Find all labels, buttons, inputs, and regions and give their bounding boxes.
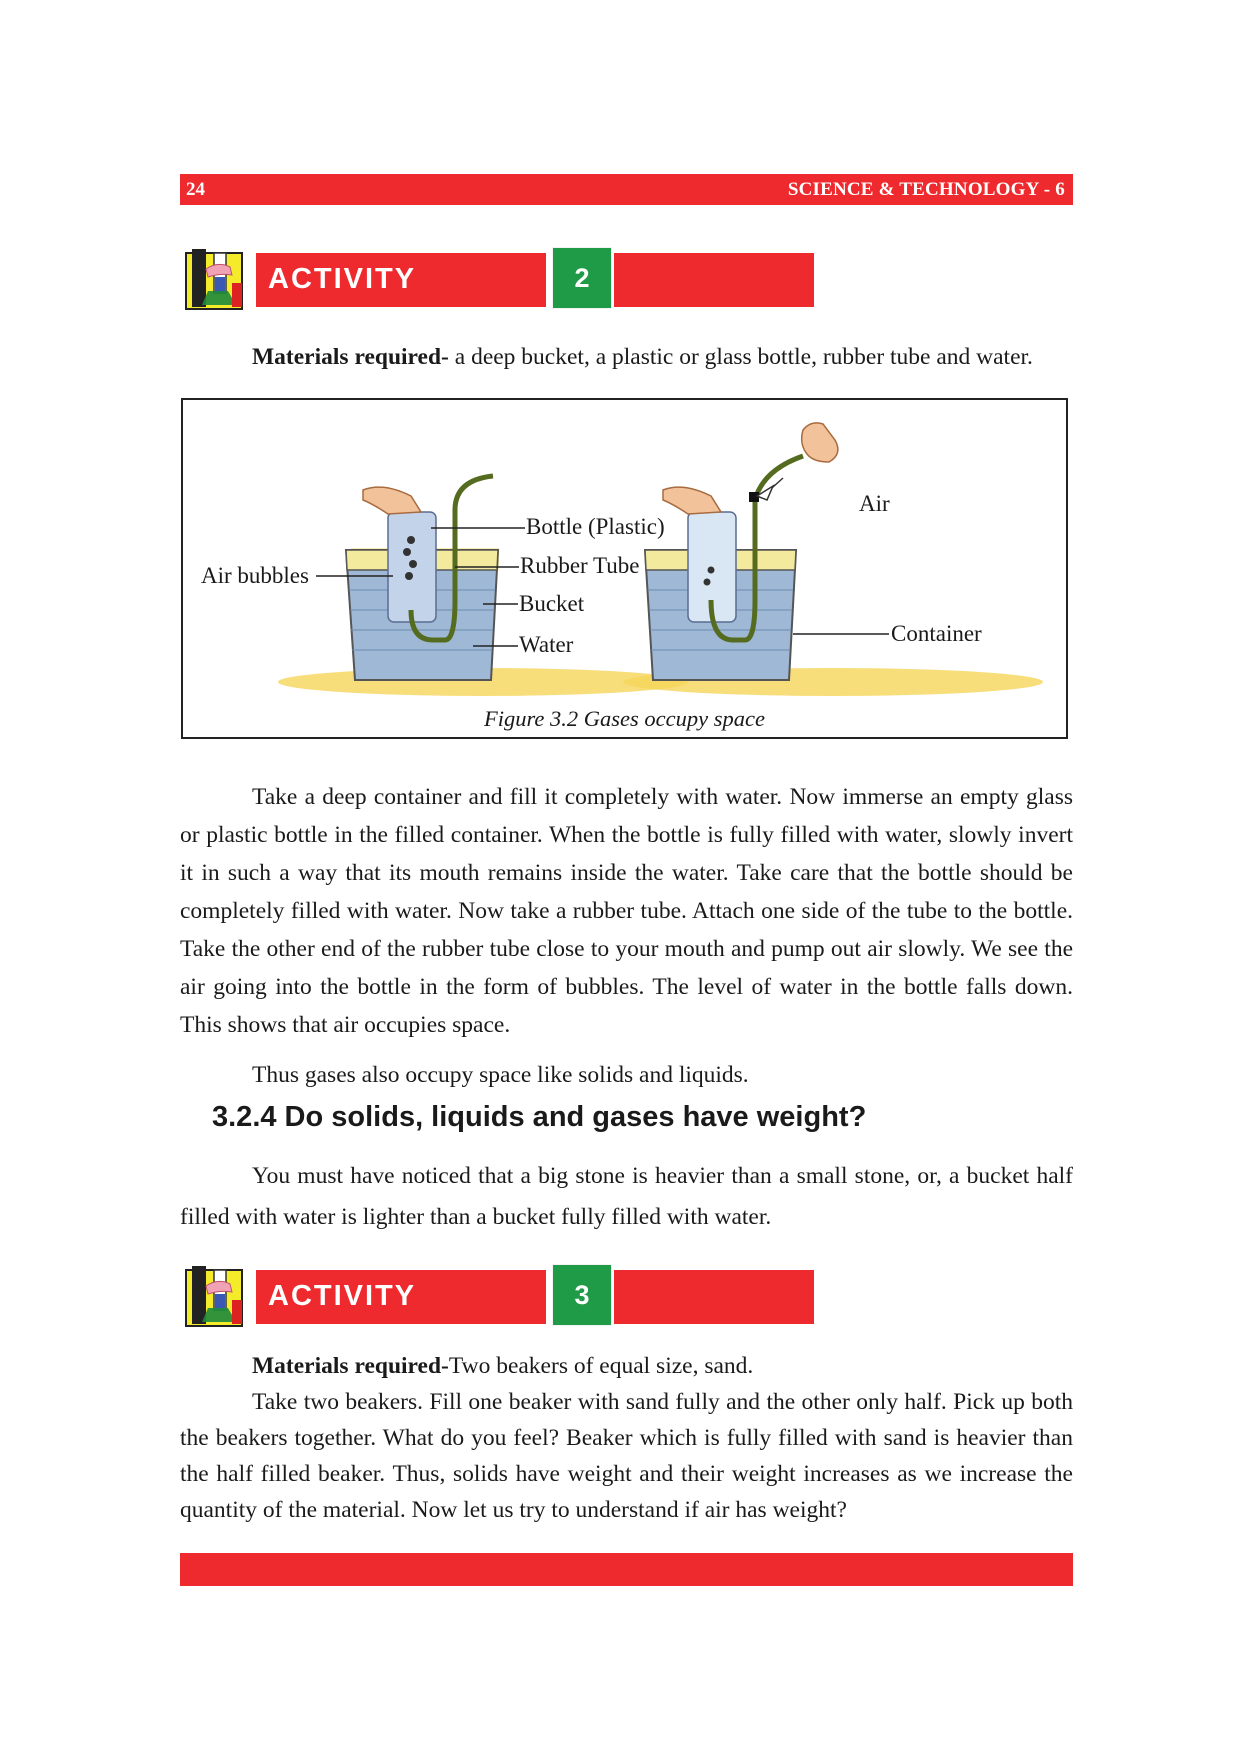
figure-caption: Figure 3.2 Gases occupy space: [484, 706, 765, 731]
label-container: Container: [891, 621, 982, 646]
materials-required-3: [180, 1348, 1073, 1384]
activity-number: 2: [552, 247, 612, 309]
label-bottle: Bottle (Plastic): [526, 514, 665, 539]
figure-3-2: [181, 398, 1068, 739]
activity-number: 3: [552, 1264, 612, 1326]
label-rubber-tube: Rubber Tube: [520, 553, 640, 578]
activity-bar-tail: [614, 1270, 814, 1324]
body-paragraph-2: Thus gases also occupy space like solids and liquids.: [252, 1062, 749, 1088]
lab-flask-icon: [184, 1264, 248, 1328]
lab-flask-icon: [184, 247, 248, 311]
materials-text: a deep bucket, a plastic or glass bottle, rubber tube and water.: [448, 344, 1033, 370]
activity-label: ACTIVITY: [268, 263, 417, 295]
left-bucket: [346, 476, 499, 680]
page-number: 24: [186, 179, 205, 200]
label-water: Water: [519, 632, 574, 657]
section-paragraph: You must have noticed that a big stone is heavier than a small stone, or, a bucket half filled with water is lighter than a bucket fully filled with water.: [180, 1163, 1073, 1230]
activity-2-banner: [180, 247, 820, 311]
section-heading: 3.2.4 Do solids, liquids and gases have weight?: [212, 1101, 867, 1133]
label-air: Air: [859, 491, 890, 516]
materials-text: Two beakers of equal size, sand.: [448, 1353, 754, 1379]
materials-label: Materials required-: [252, 344, 449, 370]
activity-bar-tail: [614, 253, 814, 307]
label-air-bubbles: Air bubbles: [201, 563, 309, 588]
book-title: SCIENCE & TECHNOLOGY - 6: [787, 179, 1065, 200]
activity-3-paragraph: Take two beakers. Fill one beaker with sand fully and the other only half. Pick up both the beakers together. What do you feel? Beaker which is fully filled with sand is heavier than the half filled beaker. Thus, solids have weight and their weight increases as we increase the quantity of the material. Now let us try to understand if air has weight?: [180, 1389, 1073, 1523]
activity-3-banner: [180, 1264, 820, 1328]
body-paragraph-1: Take a deep container and fill it completely with water. Now immerse an empty glass or plastic bottle in the filled container. When the bottle is fully filled with water, slowly invert it in such a way that its mouth remains inside the water. Take care that the bottle should be completely filled with water. Now take a rubber tube. Attach one side of the tube to the bottle. Take the other end of the rubber tube close to your mouth and pump out air slowly. We see the air going into the bottle in the form of bubbles. The level of water in the bottle falls down. This shows that air occupies space.: [180, 784, 1073, 1038]
activity-label: ACTIVITY: [268, 1280, 417, 1312]
materials-label: Materials required-: [252, 1353, 449, 1379]
label-bucket: Bucket: [519, 591, 585, 616]
page-footer-bar: [180, 1553, 1073, 1586]
materials-required-2: [180, 338, 1073, 376]
page-header-bar: [180, 174, 1073, 205]
right-bucket: [645, 423, 838, 680]
